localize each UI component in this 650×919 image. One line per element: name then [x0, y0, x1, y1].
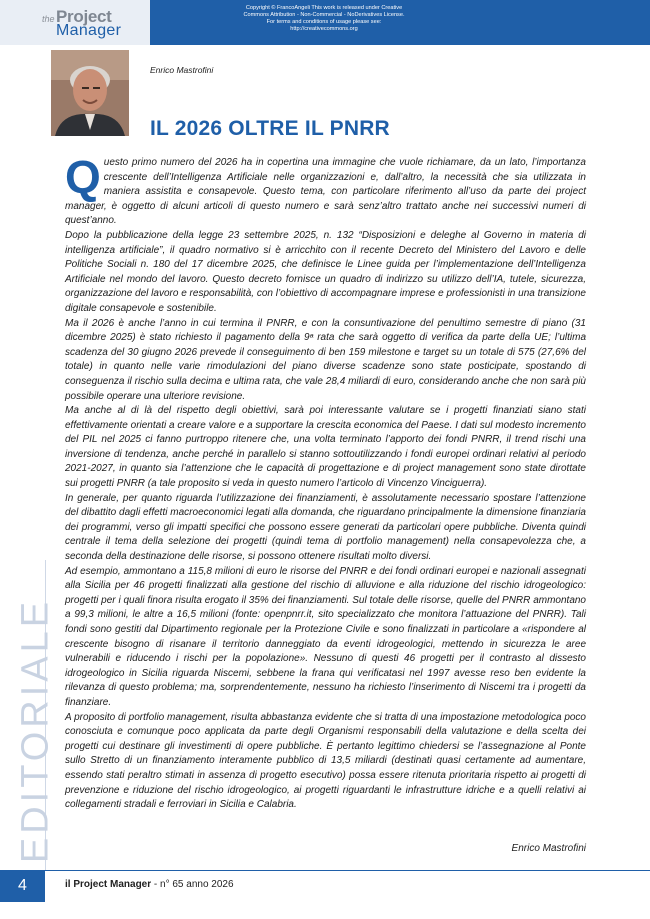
article-paragraph: In generale, per quanto riguarda l’utilizzazione dei finanziamenti, è assolutamente necessario spostare l’attenzione del dibattito dagli effetti macroeconomici legati alla domanda, che riguardano principalmente la dimensione finanziaria dei programmi, verso gli impatti specifici che possono essere generati da particolari opere pubbliche. Diventa quindi centrale il tema della selezione dei progetti (quindi tema di portfolio management) nella consapevolezza che, a seconda della destinazione delle risorse, si possono ottenere risultati molto diversi.: [65, 492, 586, 563]
logo-prefix: the: [42, 14, 55, 24]
paragraph-text: uesto primo numero del 2026 ha in copertina una immagine che vuole richiamare, da un lato, l’importanza crescente dell’Intelligenza Artificiale nelle organizzazioni e, dall’altro, la necessità che sia utilizzata in maniera assistita e consapevole. Questo tema, con particolare riferimento all’uso da parte dei project manager, è oggetto di alcuni articoli di questo numero e sarà senz’altro trattato anche nei successivi numeri di quest’anno.: [65, 157, 586, 227]
copyright-line: Commons Attribution - Non-Commercial - NoDerivatives License.: [243, 12, 405, 18]
issue-info: - n° 65 anno 2026: [151, 879, 234, 890]
page-number: 4: [0, 870, 45, 902]
article-paragraph: Dopo la pubblicazione della legge 23 settembre 2025, n. 132 “Disposizioni e deleghe al Governo in materia di intelligenza artificiale”, il quadro normativo si è arricchito con il recente Decreto del Ministero del Lavoro e delle Politiche Sociali n. 180 del 17 dicembre 2025, che definisce le Linee guida per l’implementazione dell’Intelligenza Artificiale nel mondo del lavoro. Questo decreto fornisce un quadro di indirizzo su utilizzo dell’IA, tutele, sicurezza, organizzazione del lavoro e responsabilità, con l’obiettivo di accompagnare imprese e professionisti in una transizione digitale consapevole e sostenibile.: [65, 229, 586, 314]
article-paragraph: A proposito di portfolio management, risulta abbastanza evidente che si tratta di una impostazione metodologica poco conosciuta e comunque poco applicata da parte degli Organismi responsabili della valutazione e della scelta dei progetti cui destinare gli investimenti di opere pubbliche. È pertanto legittimo chiedersi se l’assegnazione al Ponte sullo Stretto di un finanziamento interamente pubblico di 13,5 miliardi (destinati quasi certamente ad aumentare, essendo stati peraltro stimati in assenza di progetto esecutivo) possa essere ritenuta prioritaria rispetto ai progetti di prevenzione e riduzione del rischio idrogeologico, ai progetti riguardanti le infrastrutture idriche e a quelli relativi ai collegamenti stradali e ferroviari in Sicilia e Calabria.: [65, 711, 586, 811]
author-name: Enrico Mastrofini: [150, 65, 214, 75]
page-title: IL 2026 OLTRE IL PNRR: [150, 117, 390, 140]
article-paragraph: Ma il 2026 è anche l’anno in cui termina il PNRR, e con la consuntivazione del penultimo semestre di piano (31 dicembre 2025) è stato richiesto il pagamento della 9ᵃ rata che sarà oggetto di verifica da parte della UE; l’ultima scadenza del 30 giugno 2026 prevede il conseguimento di ben 159 milestone e target su un totale di 575 (27,6% del totale) in quanto nelle varie rimodulazioni del piano diverse scadenze sono state posticipate, spostando di conseguenza il rischio sulla decima e ultima rata, che vale 28,4 miliardi di euro, considerando anche che non sarà più possibile operare una ulteriore revisione.: [65, 317, 586, 402]
drop-cap: Q: [65, 151, 101, 203]
article-body: [65, 151, 586, 813]
footer-citation: [65, 879, 234, 890]
section-label: EDITORIALE: [14, 597, 57, 864]
article-paragraph: [65, 151, 586, 229]
journal-logo: [42, 7, 122, 40]
author-photo: [51, 50, 129, 136]
article-paragraph: Ad esempio, ammontano a 115,8 milioni di euro le risorse del PNRR e dei fondi ordinari europei e nazionali assegnati alla Sicilia per 46 progetti finalizzati alla gestione del rischio di alluvione e alla riduzione del rischio idrogeologico: progetti per i quali finora risulta erogato il 35% dei finanziamenti. Sul totale delle risorse, quelle del PNRR ammontano a 99,3 milioni, le altre a 16,5 milioni (fonte: openpnrr.it, sito specializzato che monitora l’attuazione del PNRR). Tali fondi sono gestiti dal Dipartimento regionale per la Protezione Civile e sono finalizzati in particolare a «rispondere al crescente bisogno di risanare il territorio danneggiato da eventi idrogeologici, mettendo in sicurezza le aree vulnerabili e riducendo i rischi per la popolazione». Nessuno di questi 46 progetti per il contrasto al dissesto idrogeologico in Sicilia riguarda Niscemi, sebbene la frana qui verificatasi nel 1997 avesse reso ben evidente la rilevanza di questo problema; ma, sorprendentemente, nessuno ha richiesto l’inserimento di Niscemi tra i progetti da finanziare.: [65, 565, 586, 708]
copyright-line: For terms and conditions of usage please see:: [266, 19, 382, 25]
page-footer: [0, 870, 650, 902]
logo-area: [0, 0, 150, 45]
article-paragraph: Ma anche al di là del rispetto degli obiettivi, sarà poi interessante valutare se i progetti finanziati siano stati effettivamente orientati a creare valore e a supportare la crescita economica del Paese. I dati sul modesto incremento del PIL nel 2025 ci fanno purtroppo ritenere che, una volta terminato l’apporto dei fondi PNRR, il trend rischi una inversione di tendenza, anche perché in parallelo si stanno sottoutilizzando i fondi europei ordinari relativi al periodo 2021-2027, in quanto sia l’attenzione che le capacità di progettazione e di project management sono state dirottate sui progetti PNRR (a tale proposito si veda in questo numero l’articolo di Vincenzo Vinciguerra).: [65, 405, 586, 490]
copyright-link[interactable]: http://creativecommons.org: [290, 26, 358, 32]
copyright-line: Copyright © FrancoAngeli This work is released under Creative: [245, 5, 403, 11]
header-bar: [0, 0, 650, 45]
logo-project: Project: [56, 7, 112, 26]
footer-divider: [45, 870, 650, 871]
signature: Enrico Mastrofini: [511, 843, 586, 854]
journal-name: il Project Manager: [65, 879, 152, 890]
copyright-notice: [232, 5, 416, 33]
logo-manager: Manager: [56, 22, 122, 40]
